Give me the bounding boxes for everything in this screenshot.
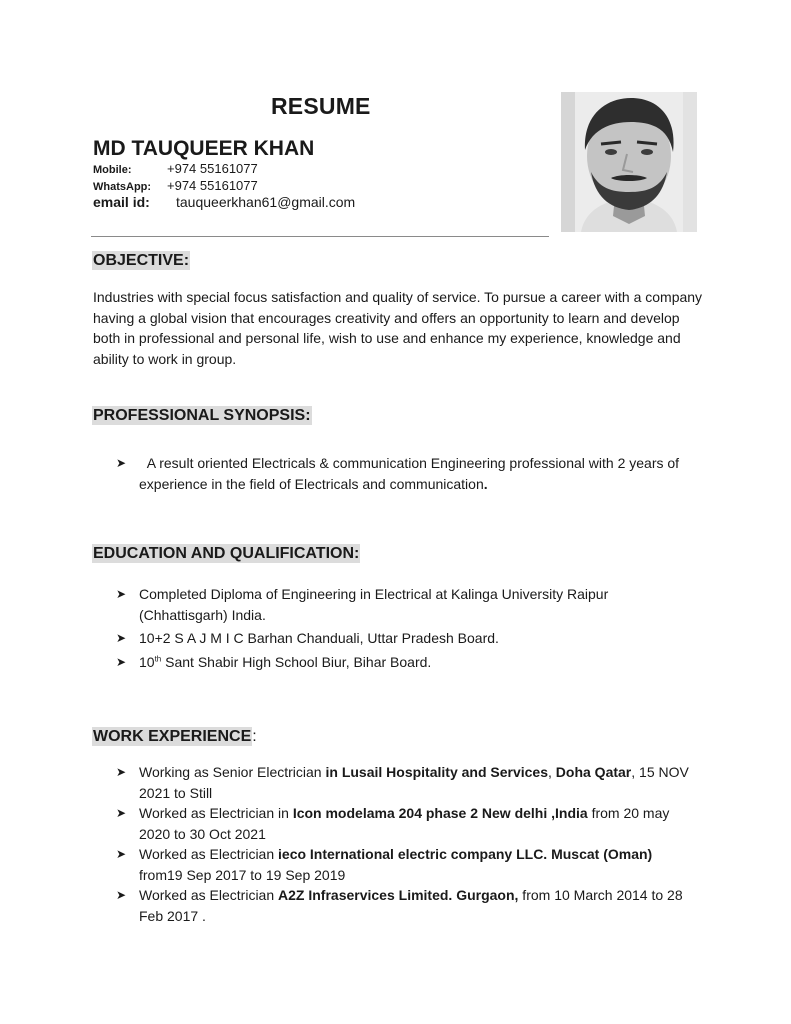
education-heading-text: EDUCATION AND QUALIFICATION: xyxy=(93,545,360,562)
arrow-bullet-icon: ➤ xyxy=(116,587,127,601)
person-photo-icon xyxy=(561,92,697,232)
email-contact xyxy=(93,194,355,210)
education-item: ➤ 10+2 S A J M I C Barhan Chanduali, Uttar Pradesh Board. xyxy=(116,628,696,649)
arrow-bullet-icon: ➤ xyxy=(116,765,127,779)
objective-text: Industries with special focus satisfaction and quality of service. To pursue a career with a company having a global vision that encourages creativity and offers an opportunity to learn and develop both in professional and personal life, wish to use and enhance my experience, knowledge and ability to work in group. xyxy=(93,289,703,367)
whatsapp-contact xyxy=(93,178,258,193)
arrow-bullet-icon: ➤ xyxy=(116,631,127,645)
education-list xyxy=(116,584,696,672)
work-item: ➤ Working as Senior Electrician in Lusail Hospitality and Services, Doha Qatar, 15 NOV 2021 to Still xyxy=(116,764,689,801)
mobile-value: +974 55161077 xyxy=(167,161,258,176)
arrow-bullet-icon: ➤ xyxy=(116,888,127,902)
header-divider xyxy=(91,236,549,237)
work-item: ➤ Worked as Electrician in Icon modelama 204 phase 2 New delhi ,India from 20 may 2020 to 30 Oct 2021 xyxy=(116,805,670,842)
mobile-label: Mobile: xyxy=(93,164,132,176)
mobile-contact xyxy=(93,161,258,176)
work-item: ➤ Worked as Electrician A2Z Infraservices Limited. Gurgaon, from 10 March 2014 to 28 Feb 2017 . xyxy=(116,887,683,924)
candidate-name: MD TAUQUEER KHAN xyxy=(93,137,315,160)
education-heading xyxy=(92,545,360,563)
education-item: ➤ 10th Sant Shabir High School Biur, Bihar Board. xyxy=(116,652,696,673)
work-heading-text: WORK EXPERIENCE xyxy=(93,728,252,745)
work-item: ➤ Worked as Electrician ieco International electric company LLC. Muscat (Oman) from19 Sep 2017 to 19 Sep 2019 xyxy=(116,846,653,883)
arrow-bullet-icon: ➤ xyxy=(116,456,127,470)
email-value: tauqueerkhan61@gmail.com xyxy=(176,194,356,210)
profile-photo xyxy=(561,92,697,232)
objective-heading-text: OBJECTIVE: xyxy=(93,252,190,269)
arrow-bullet-icon: ➤ xyxy=(116,847,127,861)
synopsis-list xyxy=(116,453,696,494)
whatsapp-label: WhatsApp: xyxy=(93,181,152,193)
synopsis-heading-text: PROFESSIONAL SYNOPSIS: xyxy=(93,407,311,424)
whatsapp-value: +974 55161077 xyxy=(167,178,258,193)
synopsis-heading xyxy=(92,407,312,425)
arrow-bullet-icon: ➤ xyxy=(116,806,127,820)
document-title: RESUME xyxy=(271,93,371,119)
work-heading: WORK EXPERIENCE: xyxy=(93,728,257,745)
education-item: ➤ Completed Diploma of Engineering in Electrical at Kalinga University Raipur (Chhattisgarh) India. xyxy=(116,586,609,623)
email-label: email id: xyxy=(93,194,150,210)
synopsis-item: ➤ A result oriented Electricals & communication Engineering professional with 2 years of experience in the field of Electricals and communication. xyxy=(116,455,683,492)
arrow-bullet-icon: ➤ xyxy=(116,654,127,669)
objective-heading xyxy=(92,252,190,270)
work-list xyxy=(116,762,696,926)
